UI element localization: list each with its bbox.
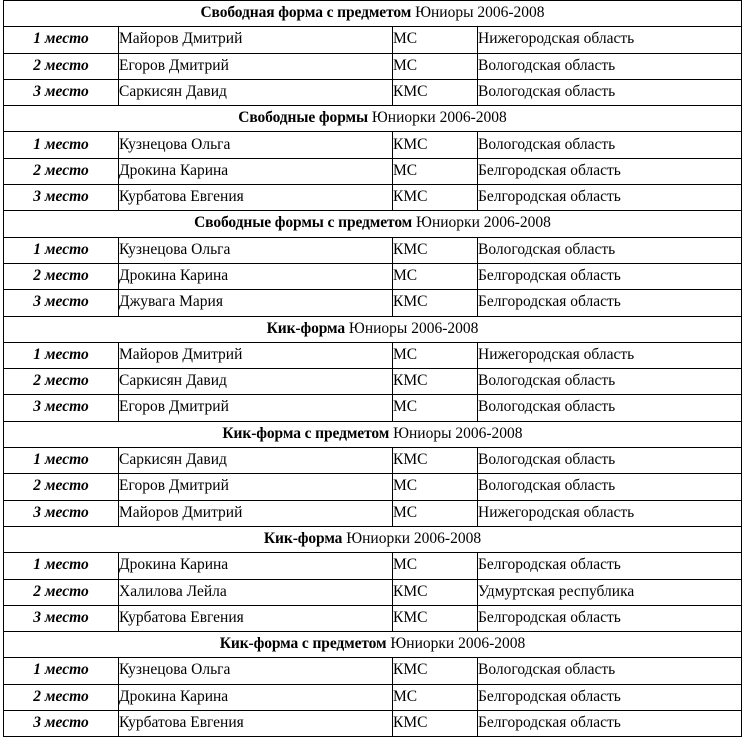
table-row — [4, 711, 742, 737]
place-cell: 3 место — [4, 185, 119, 211]
section-header — [4, 106, 742, 132]
rank-cell: КМС — [393, 185, 478, 211]
place-cell: 3 место — [4, 395, 119, 421]
section-header — [4, 211, 742, 237]
athlete-name-cell: Кузнецова Ольга — [119, 132, 393, 158]
athlete-name-cell: Дрокина Карина — [119, 158, 393, 184]
rank-cell: МС — [393, 395, 478, 421]
table-row — [4, 605, 742, 631]
place-cell: 1 место — [4, 553, 119, 579]
section-discipline: Свободные формы с предметом — [194, 214, 413, 232]
rank-cell: КМС — [393, 658, 478, 684]
table-row — [4, 53, 742, 79]
place-cell: 2 место — [4, 369, 119, 395]
section-header — [4, 632, 742, 658]
region-cell: Белгородская область — [478, 290, 742, 316]
rank-cell: МС — [393, 684, 478, 710]
place-cell: 3 место — [4, 290, 119, 316]
section-header-row — [4, 211, 742, 237]
region-cell: Белгородская область — [478, 711, 742, 737]
section-discipline: Свободные формы — [238, 109, 368, 127]
region-cell: Удмуртская республика — [478, 579, 742, 605]
place-cell: 3 место — [4, 79, 119, 105]
athlete-name-cell: Егоров Дмитрий — [119, 53, 393, 79]
table-row — [4, 185, 742, 211]
region-cell: Белгородская область — [478, 553, 742, 579]
section-discipline: Кик-форма — [263, 529, 343, 547]
place-cell: 3 место — [4, 711, 119, 737]
table-row — [4, 290, 742, 316]
athlete-name-cell: Дрокина Карина — [119, 684, 393, 710]
region-cell: Вологодская область — [478, 395, 742, 421]
rank-cell: КМС — [393, 79, 478, 105]
athlete-name-cell: Саркисян Давид — [119, 448, 393, 474]
region-cell: Вологодская область — [478, 79, 742, 105]
athlete-name-cell: Кузнецова Ольга — [119, 237, 393, 263]
region-cell: Вологодская область — [478, 132, 742, 158]
rank-cell: МС — [393, 342, 478, 368]
rank-cell: КМС — [393, 369, 478, 395]
section-header-row — [4, 1, 742, 27]
athlete-name-cell: Майоров Дмитрий — [119, 500, 393, 526]
athlete-name-cell: Майоров Дмитрий — [119, 27, 393, 53]
section-header — [4, 421, 742, 447]
rank-cell: КМС — [393, 132, 478, 158]
rank-cell: МС — [393, 263, 478, 289]
athlete-name-cell: Дрокина Карина — [119, 553, 393, 579]
athlete-name-cell: Саркисян Давид — [119, 369, 393, 395]
place-cell: 1 место — [4, 448, 119, 474]
place-cell: 3 место — [4, 605, 119, 631]
section-category: Юниорки 2006-2008 — [390, 635, 526, 653]
athlete-name-cell: Майоров Дмитрий — [119, 342, 393, 368]
region-cell: Белгородская область — [478, 263, 742, 289]
region-cell: Вологодская область — [478, 448, 742, 474]
athlete-name-cell: Халилова Лейла — [119, 579, 393, 605]
rank-cell: МС — [393, 27, 478, 53]
place-cell: 2 место — [4, 263, 119, 289]
section-category: Юниорки 2006-2008 — [371, 109, 507, 127]
region-cell: Нижегородская область — [478, 27, 742, 53]
table-row — [4, 684, 742, 710]
table-row — [4, 237, 742, 263]
table-row — [4, 500, 742, 526]
athlete-name-cell: Курбатова Евгения — [119, 185, 393, 211]
rank-cell: КМС — [393, 237, 478, 263]
section-category: Юниоры 2006-2008 — [393, 424, 523, 442]
section-header-row — [4, 106, 742, 132]
rank-cell: КМС — [393, 605, 478, 631]
place-cell: 1 место — [4, 27, 119, 53]
place-cell: 1 место — [4, 658, 119, 684]
rank-cell: МС — [393, 474, 478, 500]
rank-cell: МС — [393, 500, 478, 526]
athlete-name-cell: Саркисян Давид — [119, 79, 393, 105]
results-table-body — [4, 1, 742, 737]
athlete-name-cell: Курбатова Евгения — [119, 605, 393, 631]
region-cell: Вологодская область — [478, 369, 742, 395]
athlete-name-cell: Кузнецова Ольга — [119, 658, 393, 684]
results-table — [3, 0, 742, 737]
table-row — [4, 369, 742, 395]
section-header — [4, 1, 742, 27]
region-cell: Нижегородская область — [478, 500, 742, 526]
place-cell: 3 место — [4, 500, 119, 526]
region-cell: Белгородская область — [478, 185, 742, 211]
region-cell: Белгородская область — [478, 158, 742, 184]
region-cell: Белгородская область — [478, 605, 742, 631]
table-row — [4, 79, 742, 105]
table-row — [4, 553, 742, 579]
section-header-row — [4, 316, 742, 342]
section-discipline: Кик-форма с предметом — [222, 424, 390, 442]
region-cell: Вологодская область — [478, 237, 742, 263]
place-cell: 1 место — [4, 237, 119, 263]
section-header-row — [4, 526, 742, 552]
section-header — [4, 526, 742, 552]
rank-cell: КМС — [393, 448, 478, 474]
place-cell: 2 место — [4, 579, 119, 605]
table-row — [4, 342, 742, 368]
table-row — [4, 658, 742, 684]
section-category: Юниорки 2006-2008 — [346, 529, 482, 547]
region-cell: Нижегородская область — [478, 342, 742, 368]
region-cell: Вологодская область — [478, 474, 742, 500]
table-row — [4, 27, 742, 53]
section-discipline: Кик-форма — [266, 319, 346, 337]
section-category: Юниоры 2006-2008 — [415, 4, 545, 22]
athlete-name-cell: Егоров Дмитрий — [119, 395, 393, 421]
rank-cell: МС — [393, 158, 478, 184]
section-discipline: Свободная форма с предметом — [200, 4, 412, 22]
athlete-name-cell: Джувага Мария — [119, 290, 393, 316]
table-row — [4, 132, 742, 158]
place-cell: 2 место — [4, 53, 119, 79]
region-cell: Белгородская область — [478, 684, 742, 710]
place-cell: 2 место — [4, 474, 119, 500]
place-cell: 1 место — [4, 342, 119, 368]
athlete-name-cell: Дрокина Карина — [119, 263, 393, 289]
place-cell: 2 место — [4, 684, 119, 710]
section-discipline: Кик-форма с предметом — [219, 635, 387, 653]
table-row — [4, 395, 742, 421]
athlete-name-cell: Курбатова Евгения — [119, 711, 393, 737]
section-header — [4, 316, 742, 342]
section-category: Юниоры 2006-2008 — [348, 319, 479, 337]
section-header-row — [4, 632, 742, 658]
rank-cell: КМС — [393, 711, 478, 737]
rank-cell: МС — [393, 553, 478, 579]
table-row — [4, 474, 742, 500]
table-row — [4, 448, 742, 474]
table-row — [4, 158, 742, 184]
rank-cell: КМС — [393, 579, 478, 605]
region-cell: Вологодская область — [478, 53, 742, 79]
table-row — [4, 263, 742, 289]
rank-cell: КМС — [393, 290, 478, 316]
section-category: Юниорки 2006-2008 — [416, 214, 551, 232]
region-cell: Вологодская область — [478, 658, 742, 684]
table-row — [4, 579, 742, 605]
rank-cell: МС — [393, 53, 478, 79]
place-cell: 2 место — [4, 158, 119, 184]
place-cell: 1 место — [4, 132, 119, 158]
athlete-name-cell: Егоров Дмитрий — [119, 474, 393, 500]
section-header-row — [4, 421, 742, 447]
